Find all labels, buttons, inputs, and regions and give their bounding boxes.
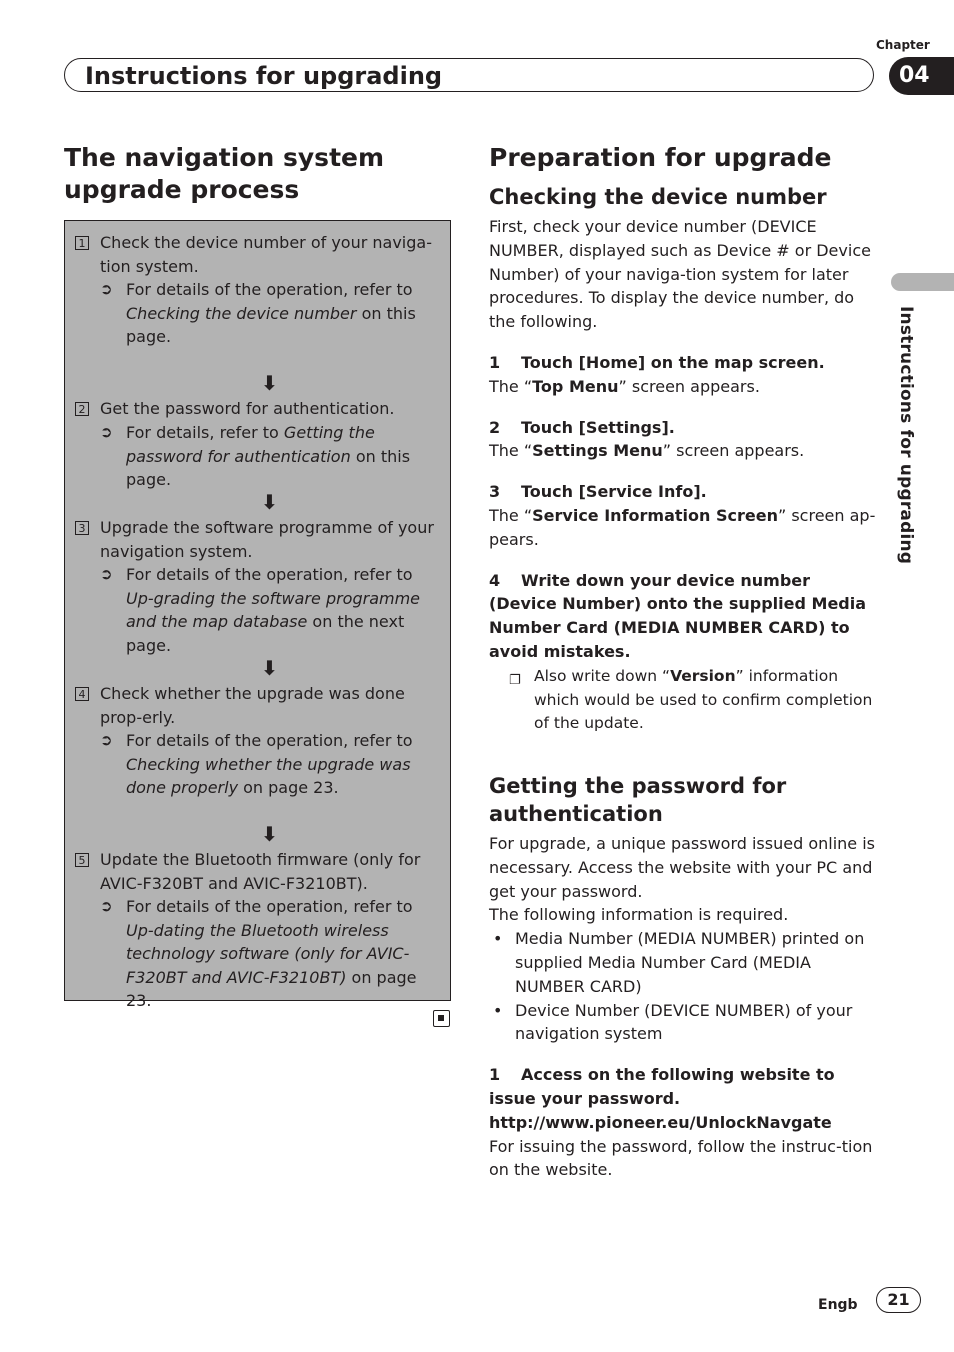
result-suffix: ” screen appears. [618,376,760,396]
page-number: 21 [876,1287,921,1313]
side-tab-marker [891,273,954,291]
arrow-right-icon: ➲ [100,565,113,583]
bullet-icon: • [493,929,503,949]
procedure-step [489,416,877,464]
step-outro: For issuing the password, follow the instruc-tion on the website. [489,1136,873,1180]
list-item-text: Media Number (MEDIA NUMBER) printed on supplied Media Number Card (MEDIA NUMBER CARD) [515,929,865,996]
ref-prefix: For details of the operation, refer to [126,280,413,299]
step-text: Update the Bluetooth firmware (only for AVIC-F320BT and AVIC-F3210BT). [100,850,421,893]
arrow-right-icon: ➲ [100,897,113,915]
note-suffix: ” information which would be used to confirm completion of the update. [534,666,873,733]
section-intro: First, check your device number (DEVICE NUMBER, displayed such as Device # or Device Number) of your naviga-tion system for later procedures. To display the device number, do the following. [489,217,871,332]
step-label: Access on the following website to issue your password. [489,1065,835,1108]
step-number: 4 [489,570,501,590]
step-number: 3 [75,521,89,535]
list-item [489,927,877,998]
step-number: 4 [75,687,89,701]
ref-prefix: For details of the operation, refer to [126,565,413,584]
result-prefix: The “ [489,441,533,461]
result-prefix: The “ [489,505,533,525]
note [489,665,877,736]
list-item-text: Device Number (DEVICE NUMBER) of your navigation system [515,1000,853,1044]
procedure-step [489,480,877,551]
page-header-title: Instructions for upgrading [85,62,443,90]
ref-link[interactable]: Checking whether the upgrade was done properly [126,754,411,798]
language-code: Engb [818,1297,858,1313]
step-label: Touch [Service Info]. [521,482,707,502]
section-getting-password [489,772,877,1182]
ref-prefix: For details, refer to [126,423,284,442]
down-arrow-icon: ⬇ [261,822,278,846]
section-intro: For upgrade, a unique password issued online is necessary. Access the website with your PC and get your password. [489,834,875,901]
step-label: Touch [Home] on the map screen. [521,352,825,372]
screen-name: Settings Menu [532,441,663,461]
result-suffix: ” screen ap-pears. [489,505,876,549]
step-number: 2 [489,417,501,437]
ref-suffix: on page 23. [126,967,417,1011]
section-heading: Getting the password for authentication [489,774,787,826]
checkbox-note-icon: ❐ [509,672,521,688]
ref-prefix: For details of the operation, refer to [126,731,413,750]
ref-suffix: on page 23. [238,778,339,798]
ref-suffix: on this page. [126,446,411,490]
section-checking-device-number [489,183,877,736]
step-reference [100,278,445,349]
chapter-number: 04 [889,57,954,95]
note-prefix: Also write down “ [534,666,671,685]
procedure-step [489,1063,877,1182]
step-number: 1 [489,352,501,372]
note-bold: Version [670,666,736,685]
down-arrow-icon: ⬇ [261,656,278,680]
upgrade-flow-box [64,220,451,1011]
right-section-title: Preparation for upgrade [489,143,832,172]
arrow-right-icon: ➲ [100,731,113,749]
chapter-label: Chapter [876,38,930,52]
ref-link[interactable]: Up-dating the Bluetooth wireless technology software (only for AVIC-F320BT and AVIC-F3210BT) [126,920,410,987]
left-section-title: The navigation system upgrade process [64,143,385,204]
step-text: Check the device number of your naviga-tion system. [100,233,432,276]
section-intro-2: The following information is required. [489,905,789,925]
step-number: 1 [75,236,89,250]
bullet-icon: • [493,1000,503,1020]
down-arrow-icon: ⬇ [261,490,278,514]
website-url[interactable]: http://www.pioneer.eu/UnlockNavgate [489,1112,832,1132]
end-of-section-icon [433,1010,450,1027]
ref-link[interactable]: Up-grading the software programme and the map database [126,588,421,632]
ref-link[interactable]: Checking the device number [126,303,357,323]
ref-suffix: on this page. [126,303,416,347]
ref-prefix: For details of the operation, refer to [126,897,413,916]
ref-suffix: on the next page. [126,612,405,655]
step-label: Write down your device number (Device Number) onto the supplied Media Number Card (MEDIA NUMBER CARD) to avoid mistakes. [489,570,867,661]
ref-link[interactable]: Getting the password for authentication [126,423,375,466]
step-text: Upgrade the software programme of your navigation system. [100,518,434,561]
step-number: 1 [489,1065,501,1085]
step-reference [100,729,445,800]
step-text: Get the password for authentication. [100,399,395,418]
down-arrow-icon: ⬇ [261,371,278,395]
arrow-right-icon: ➲ [100,423,113,441]
step-reference [100,895,445,1013]
step-number: 3 [489,482,501,502]
list-item [489,999,877,1047]
procedure-step [489,569,877,737]
step-text: Check whether the upgrade was done prop-erly. [100,684,405,727]
step-reference [100,563,445,657]
step-number: 5 [75,853,89,867]
screen-name: Top Menu [532,376,619,396]
result-prefix: The “ [489,376,533,396]
step-label: Touch [Settings]. [521,417,675,437]
screen-name: Service Information Screen [532,505,778,525]
step-reference [100,421,445,492]
section-heading: Checking the device number [489,185,827,209]
result-suffix: ” screen appears. [662,441,805,461]
side-tab-text: Instructions for upgrading [896,306,916,565]
procedure-step [489,351,877,399]
step-number: 2 [75,402,89,416]
arrow-right-icon: ➲ [100,280,113,298]
